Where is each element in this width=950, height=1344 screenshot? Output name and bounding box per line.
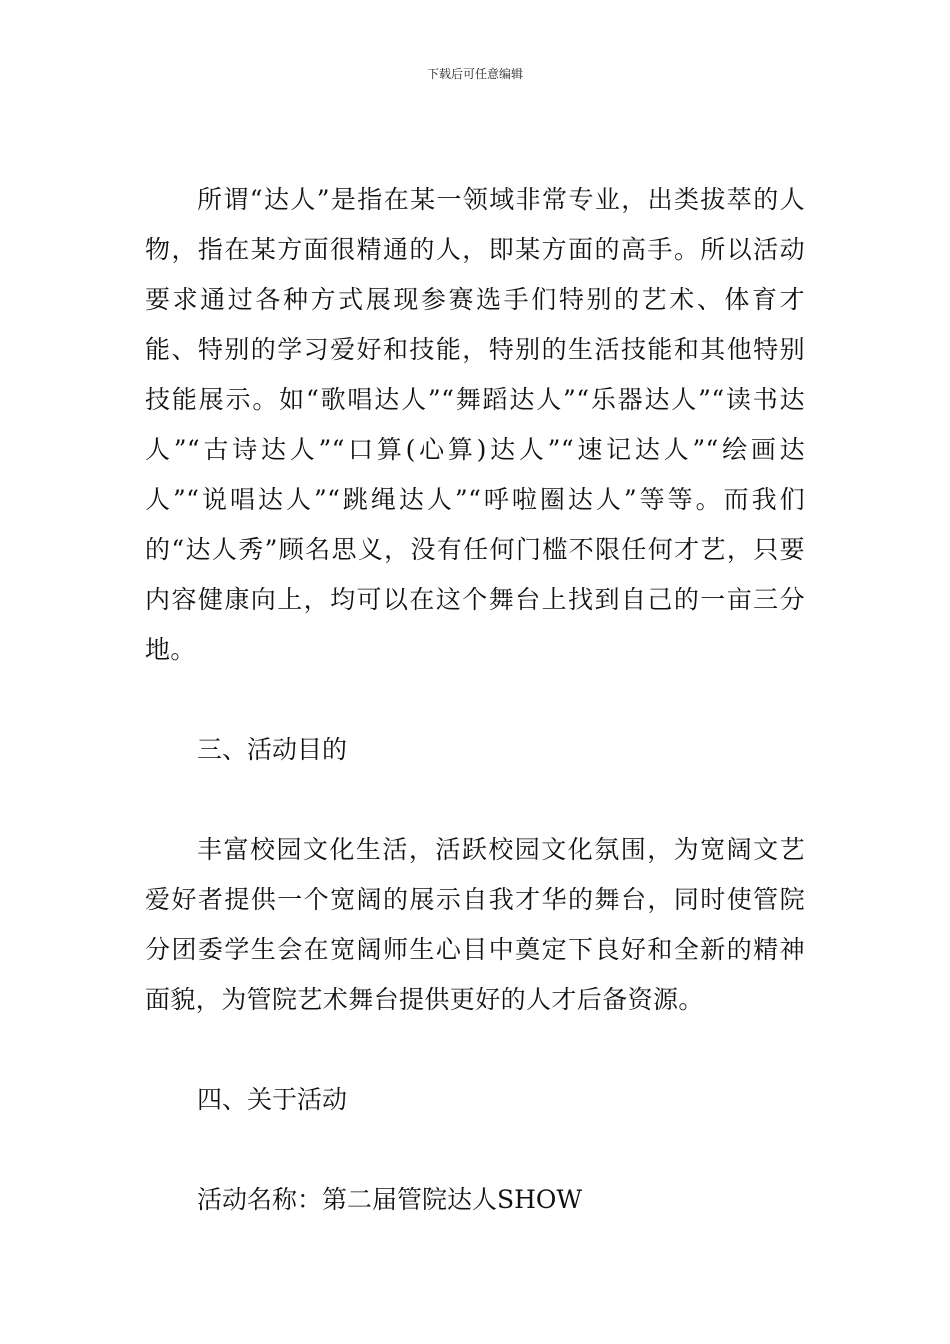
document-body (145, 175, 805, 1225)
purpose-paragraph: 丰富校园文化生活，活跃校园文化氛围，为宽阔文艺爱好者提供一个宽阔的展示自我才华的舞台，同时使管院分团委学生会在宽阔师生心目中奠定下良好和全新的精神面貌，为管院艺术舞台提供更好的人才后备资源。 (145, 835, 805, 1014)
page-header: 下载后可任意编辑 (426, 67, 523, 81)
spacer (145, 775, 805, 825)
spacer (145, 1025, 805, 1075)
section-heading-purpose: 三、活动目的 (197, 735, 348, 764)
spacer (145, 1125, 805, 1175)
section-heading-about: 四、关于活动 (197, 1085, 348, 1114)
intro-paragraph: 所谓“达人”是指在某一领域非常专业，出类拔萃的人物，指在某方面很精通的人，即某方面的高手。所以活动要求通过各种方式展现参赛选手们特别的艺术、体育才能、特别的学习爱好和技能，特别的生活技能和其他特别技能展示。如“歌唱达人”“舞蹈达人”“乐器达人”“读书达人”“古诗达人”“口算(心算)达人”“速记达人”“绘画达人”“说唱达人”“跳绳达人”“呼啦圈达人”等等。而我们的“达人秀”顾名思义，没有任何门槛不限任何才艺，只要内容健康向上，均可以在这个舞台上找到自己的一亩三分地。 (145, 185, 805, 664)
spacer (145, 675, 805, 725)
activity-name-line: 活动名称：第二届管院达人SHOW (197, 1185, 583, 1214)
